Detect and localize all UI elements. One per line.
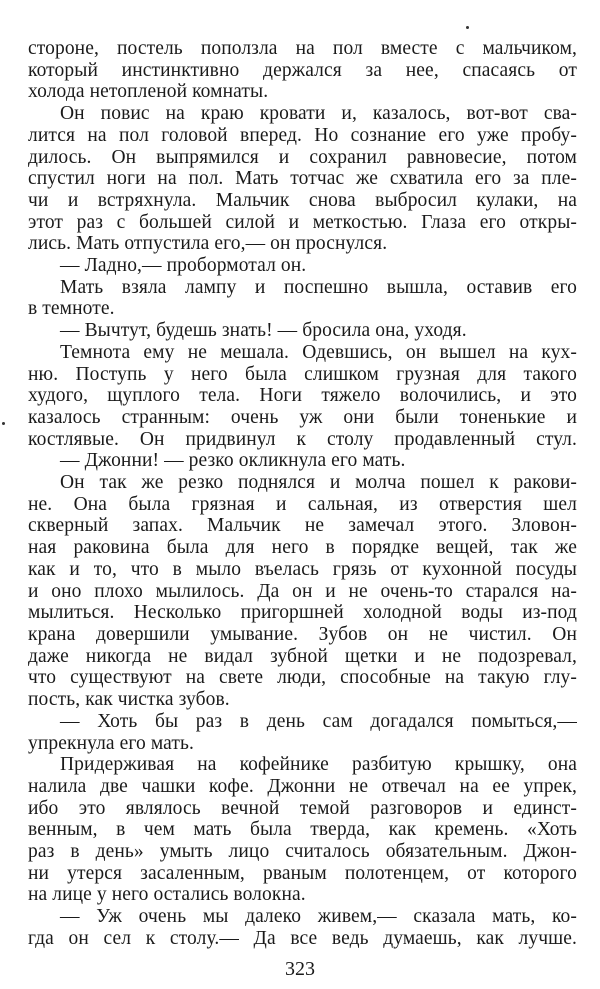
text-line: раз в день» умыть лицо считалось обязательным. Джон- xyxy=(28,841,577,863)
text-line: — Вычтут, будешь знать! — бросила она, уходя. xyxy=(60,320,467,342)
text-line: что существуют на свете люди, способные на такую глу- xyxy=(28,667,577,689)
text-line: — Ладно,— пробормотал он. xyxy=(60,255,307,277)
text-line: в темноте. xyxy=(28,298,115,320)
text-line: ибо это являлось вечной темой разговоров и единст- xyxy=(28,797,577,819)
text-line: ню. Поступь у него была слишком грузная для такого xyxy=(28,363,577,385)
text-line: гда он сел к столу.— Да все ведь думаешь, как лучше. xyxy=(28,927,577,949)
text-line: крана довершили умывание. Зубов он не чистил. Он xyxy=(28,623,577,645)
text-line: лись. Мать отпустила его,— он проснулся. xyxy=(28,233,388,255)
text-line: чи и встряхнула. Мальчик снова выбросил кулаки, на xyxy=(28,189,577,211)
text-line: казалось странным: очень уж они были тоненькие и xyxy=(28,406,577,428)
text-line: — Уж очень мы далеко живем,— сказала мать, ко- xyxy=(60,906,577,928)
text-line: налила две чашки кофе. Джонни не отвечал на ее упрек, xyxy=(28,775,577,797)
text-line: венным, в чем мать была тверда, как кремень. «Хоть xyxy=(28,819,577,841)
text-line: стороне, постель поползла на пол вместе с мальчиком, xyxy=(28,38,577,59)
text-line: и оно плохо мылилось. Да он и не очень-то старался на- xyxy=(28,580,577,602)
scan-speck xyxy=(466,26,469,29)
text-line: ни утерся засаленным, рваным полотенцем, от которого xyxy=(28,862,577,884)
text-line: как и то, что в мыло въелась грязь от кухонной посуды xyxy=(28,558,577,580)
text-line: лится на пол головой вперед. Но сознание его уже пробу- xyxy=(28,124,577,146)
text-line: на лице у него остались волокна. xyxy=(28,884,306,906)
text-line: даже никогда не видал зубной щетки и не подозревал, xyxy=(28,645,577,667)
text-line: спустил ноги на пол. Мать тотчас же схватила его за пле- xyxy=(28,168,577,190)
book-page-text xyxy=(28,38,577,950)
text-line: Придерживая на кофейнике разбитую крышку, она xyxy=(60,754,577,776)
page-number: 323 xyxy=(285,958,315,980)
text-line: скверный запах. Мальчик не замечал этого. Зловон- xyxy=(28,515,577,537)
text-line: Темнота ему не мешала. Одевшись, он вышел на кух- xyxy=(60,341,577,363)
text-line: не. Она была грязная и сальная, из отверстия шел xyxy=(28,493,577,515)
text-line: упрекнула его мать. xyxy=(28,732,194,754)
text-line: Мать взяла лампу и поспешно вышла, оставив его xyxy=(60,276,577,298)
text-line: — Джонни! — резко окликнула его мать. xyxy=(60,450,406,472)
text-line: — Хоть бы раз в день сам догадался помыться,— xyxy=(60,710,577,732)
text-line: мылиться. Несколько пригоршней холодной воды из-под xyxy=(28,602,577,624)
text-line: пость, как чистка зубов. xyxy=(28,689,230,711)
text-line: этот раз с большей силой и меткостью. Глаза его откры- xyxy=(28,211,577,233)
text-line: костлявые. Он придвинул к столу продавленный стул. xyxy=(28,428,577,450)
text-line: худого, щуплого тела. Ноги тяжело волочились, и это xyxy=(28,385,577,407)
text-line: который инстинктивно держался за нее, спасаясь от xyxy=(28,59,577,81)
text-line: Он повис на краю кровати и, казалось, вот-вот сва- xyxy=(60,103,577,125)
scan-speck xyxy=(2,422,5,425)
text-line: Он так же резко поднялся и молча пошел к ракови- xyxy=(60,472,577,494)
text-line: дилось. Он выпрямился и сохранил равновесие, потом xyxy=(28,146,577,168)
text-line: ная раковина была для него в порядке вещей, так же xyxy=(28,537,577,559)
text-line: холода нетопленой комнаты. xyxy=(28,81,269,103)
